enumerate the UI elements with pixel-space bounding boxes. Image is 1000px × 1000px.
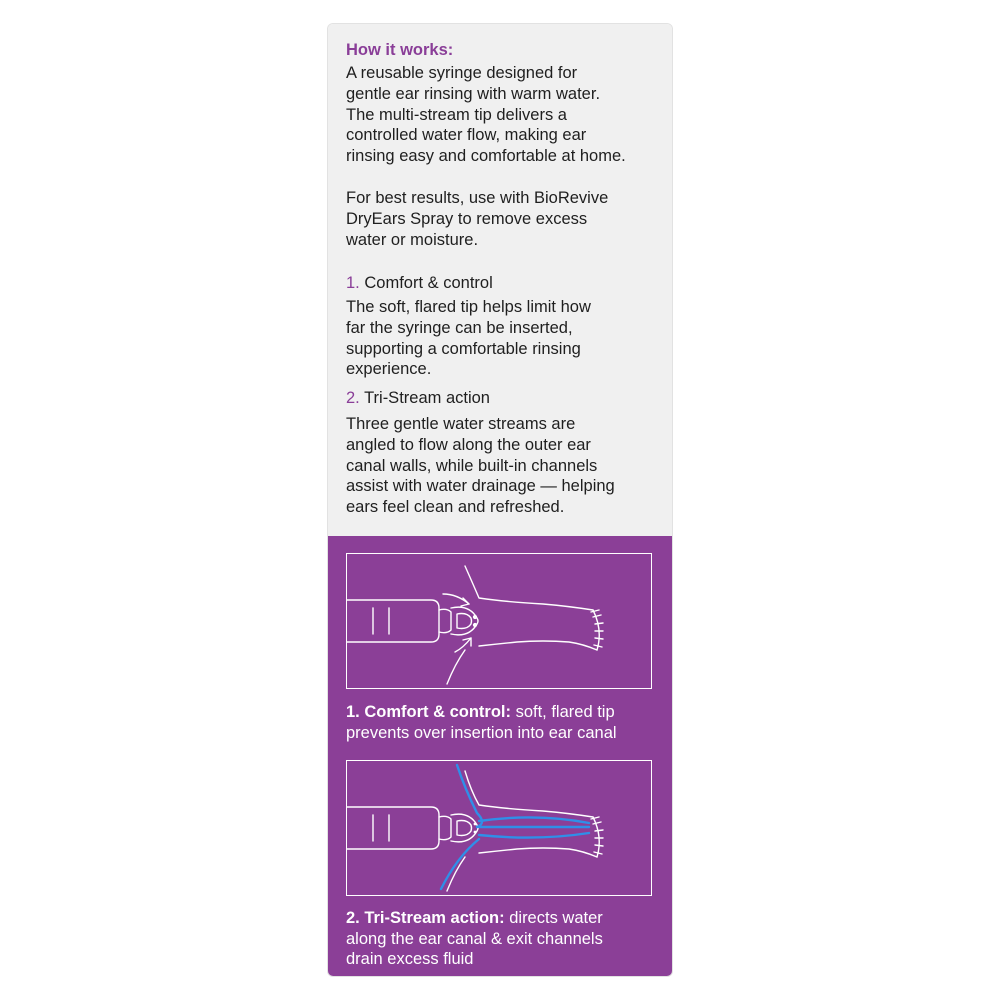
intro-line: gentle ear rinsing with warm water.	[346, 84, 601, 103]
best-results-line: water or moisture.	[346, 230, 479, 249]
step-1-line: The soft, flared tip helps limit how	[346, 298, 591, 316]
step-1-line: experience.	[346, 360, 432, 379]
caption-2-line-2: along the ear canal & exit channels	[346, 929, 603, 948]
intro-line: rinsing easy and comfortable at home.	[346, 147, 626, 166]
intro-line: The multi-stream tip delivers a	[346, 105, 567, 124]
how-it-works-heading: How it works:	[346, 41, 454, 59]
tri-stream-water-flow-icon	[347, 761, 650, 894]
step-2-body	[346, 414, 666, 518]
step-1-number: 1.	[346, 274, 360, 292]
illustration-1-frame	[346, 553, 652, 689]
illustration-2-frame	[346, 760, 652, 896]
step-1-line: supporting a comfortable rinsing	[346, 339, 581, 358]
caption-1-bold: 1. Comfort & control:	[346, 703, 511, 721]
caption-1-rest: soft, flared tip	[511, 703, 615, 721]
caption-1-line-2: prevents over insertion into ear canal	[346, 723, 617, 742]
step-1-title	[346, 273, 666, 294]
step-2-line: angled to flow along the outer ear	[346, 435, 591, 454]
syringe-in-ear-canal-icon	[347, 554, 650, 687]
caption-2-bold: 2. Tri-Stream action:	[346, 909, 505, 927]
step-2-line: ears feel clean and refreshed.	[346, 498, 565, 517]
best-results-paragraph	[346, 188, 666, 250]
step-2-line: canal walls, while built-in channels	[346, 456, 598, 475]
step-2-title	[346, 388, 666, 409]
step-2-line: assist with water drainage — helping	[346, 477, 615, 496]
step-1-title-text: Comfort & control	[364, 274, 493, 292]
step-2-number: 2.	[346, 389, 360, 407]
step-1-body	[346, 297, 666, 380]
illustration-2-caption	[346, 908, 666, 970]
product-info-panel	[328, 24, 672, 976]
step-2-line: Three gentle water streams are	[346, 415, 576, 433]
intro-line: controlled water flow, making ear	[346, 126, 587, 145]
step-2-title-text: Tri-Stream action	[364, 389, 490, 407]
best-results-line: DryEars Spray to remove excess	[346, 209, 588, 228]
caption-2-rest: directs water	[504, 909, 603, 927]
best-results-line: For best results, use with BioRevive	[346, 189, 609, 207]
caption-2-line-3: drain excess fluid	[346, 950, 474, 968]
step-1-line: far the syringe can be inserted,	[346, 318, 573, 337]
illustration-1-caption	[346, 702, 666, 743]
intro-line: A reusable syringe designed for	[346, 64, 578, 82]
intro-paragraph	[346, 63, 666, 167]
illustration-section	[328, 536, 672, 976]
how-it-works-section	[328, 24, 672, 536]
